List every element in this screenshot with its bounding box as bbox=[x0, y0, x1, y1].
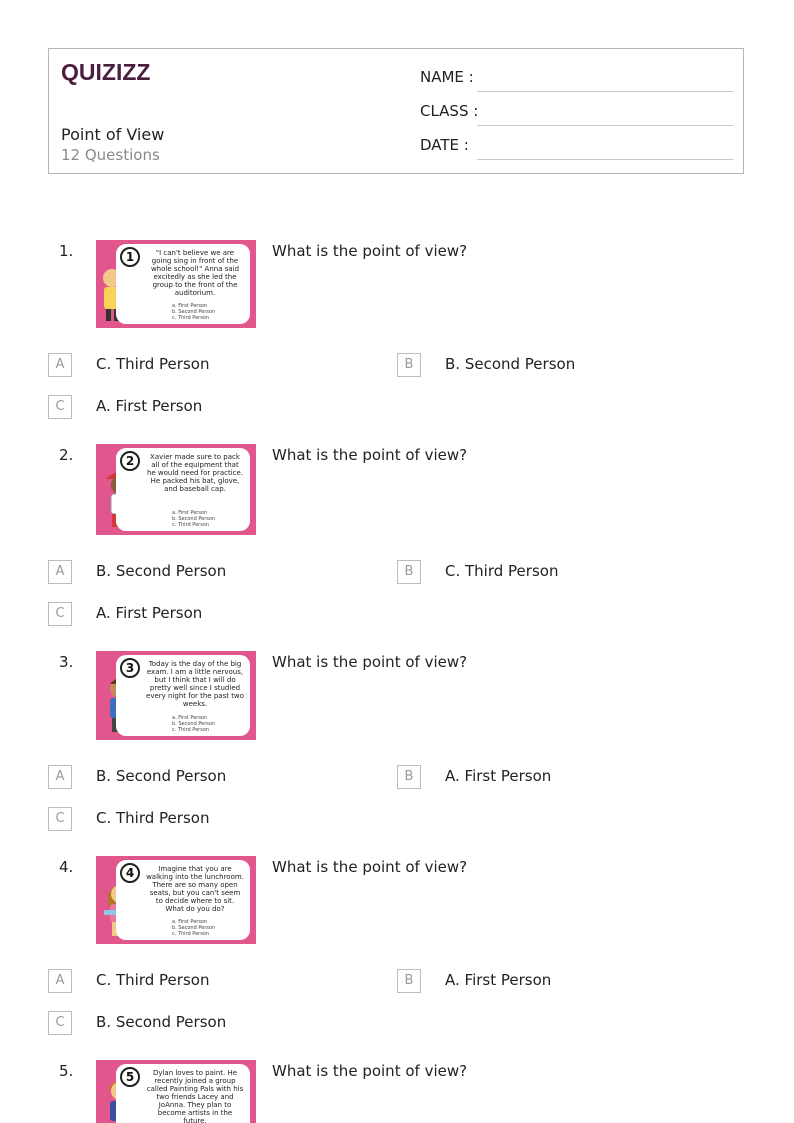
option-letter: C bbox=[48, 395, 72, 419]
question-number: 2. bbox=[59, 446, 74, 464]
card-passage: "I can't believe we are going sing in front of the whole school!" Anna said excitedly as she led the group to the front of the auditorium. bbox=[150, 249, 240, 297]
option-text: A. First Person bbox=[445, 767, 552, 785]
option-letter: B bbox=[397, 969, 421, 993]
question-prompt: What is the point of view? bbox=[272, 653, 468, 671]
question-prompt: What is the point of view? bbox=[272, 242, 468, 260]
card-number: 4 bbox=[120, 863, 140, 883]
option-letter: A bbox=[48, 969, 72, 993]
card-options: a. First Person b. Second Person c. Third Person bbox=[172, 715, 216, 733]
option-letter: C bbox=[48, 807, 72, 831]
name-line[interactable] bbox=[477, 91, 733, 92]
card-passage: Today is the day of the big exam. I am a little nervous, but I think that I will do pretty well since I studied every night for the past two weeks. bbox=[146, 660, 244, 708]
card-options: a. First Person b. Second Person c. Third Person bbox=[172, 303, 216, 321]
option-text: A. First Person bbox=[445, 971, 552, 989]
card-number: 5 bbox=[120, 1067, 140, 1087]
option-text: B. Second Person bbox=[96, 1013, 227, 1031]
date-line[interactable] bbox=[477, 159, 733, 160]
class-field[interactable] bbox=[420, 102, 733, 126]
question-prompt: What is the point of view? bbox=[272, 858, 468, 876]
name-field[interactable] bbox=[420, 68, 733, 92]
worksheet-title: Point of View bbox=[61, 125, 165, 144]
card-passage: Imagine that you are walking into the lunchroom. There are so many open seats, but you can't seem to decide where to sit. What do you do? bbox=[146, 865, 244, 913]
card-options: a. First Person b. Second Person c. Third Person bbox=[172, 510, 216, 528]
card-passage: Xavier made sure to pack all of the equipment that he would need for practice. He packed his bat, glove, and baseball cap. bbox=[146, 453, 244, 493]
option-letter: B bbox=[397, 560, 421, 584]
option-letter: A bbox=[48, 560, 72, 584]
option-text: A. First Person bbox=[96, 604, 203, 622]
question-image bbox=[96, 444, 256, 535]
option-text: C. Third Person bbox=[445, 562, 559, 580]
question-number: 5. bbox=[59, 1062, 74, 1080]
question-image bbox=[96, 240, 256, 328]
worksheet-header bbox=[48, 48, 744, 174]
question-prompt: What is the point of view? bbox=[272, 446, 468, 464]
date-label: DATE : bbox=[420, 136, 469, 154]
card-number: 1 bbox=[120, 247, 140, 267]
card-passage: Dylan loves to paint. He recently joined a group called Painting Pals with his two friends Lacey and JoAnna. They plan to become artists in the future. bbox=[146, 1069, 244, 1123]
option-letter: A bbox=[48, 353, 72, 377]
option-letter: C bbox=[48, 602, 72, 626]
option-letter: B bbox=[397, 765, 421, 789]
question-image bbox=[96, 651, 256, 740]
card-number: 3 bbox=[120, 658, 140, 678]
option-letter: A bbox=[48, 765, 72, 789]
option-text: B. Second Person bbox=[96, 562, 227, 580]
option-text: A. First Person bbox=[96, 397, 203, 415]
question-number: 4. bbox=[59, 858, 74, 876]
question-image bbox=[96, 856, 256, 944]
option-text: C. Third Person bbox=[96, 971, 210, 989]
option-text: B. Second Person bbox=[445, 355, 576, 373]
question-image bbox=[96, 1060, 256, 1123]
quizizz-logo bbox=[61, 59, 153, 85]
option-text: C. Third Person bbox=[96, 355, 210, 373]
card-options: a. First Person b. Second Person c. Third Person bbox=[172, 919, 216, 937]
question-count: 12 Questions bbox=[61, 146, 160, 164]
question-number: 3. bbox=[59, 653, 74, 671]
option-text: C. Third Person bbox=[96, 809, 210, 827]
question-prompt: What is the point of view? bbox=[272, 1062, 468, 1080]
name-label: NAME : bbox=[420, 68, 474, 86]
option-letter: B bbox=[397, 353, 421, 377]
card-number: 2 bbox=[120, 451, 140, 471]
class-label: CLASS : bbox=[420, 102, 479, 120]
class-line[interactable] bbox=[477, 125, 733, 126]
date-field[interactable] bbox=[420, 136, 733, 160]
option-text: B. Second Person bbox=[96, 767, 227, 785]
question-number: 1. bbox=[59, 242, 74, 260]
svg-text:QUIZIZZ: QUIZIZZ bbox=[61, 59, 151, 85]
option-letter: C bbox=[48, 1011, 72, 1035]
